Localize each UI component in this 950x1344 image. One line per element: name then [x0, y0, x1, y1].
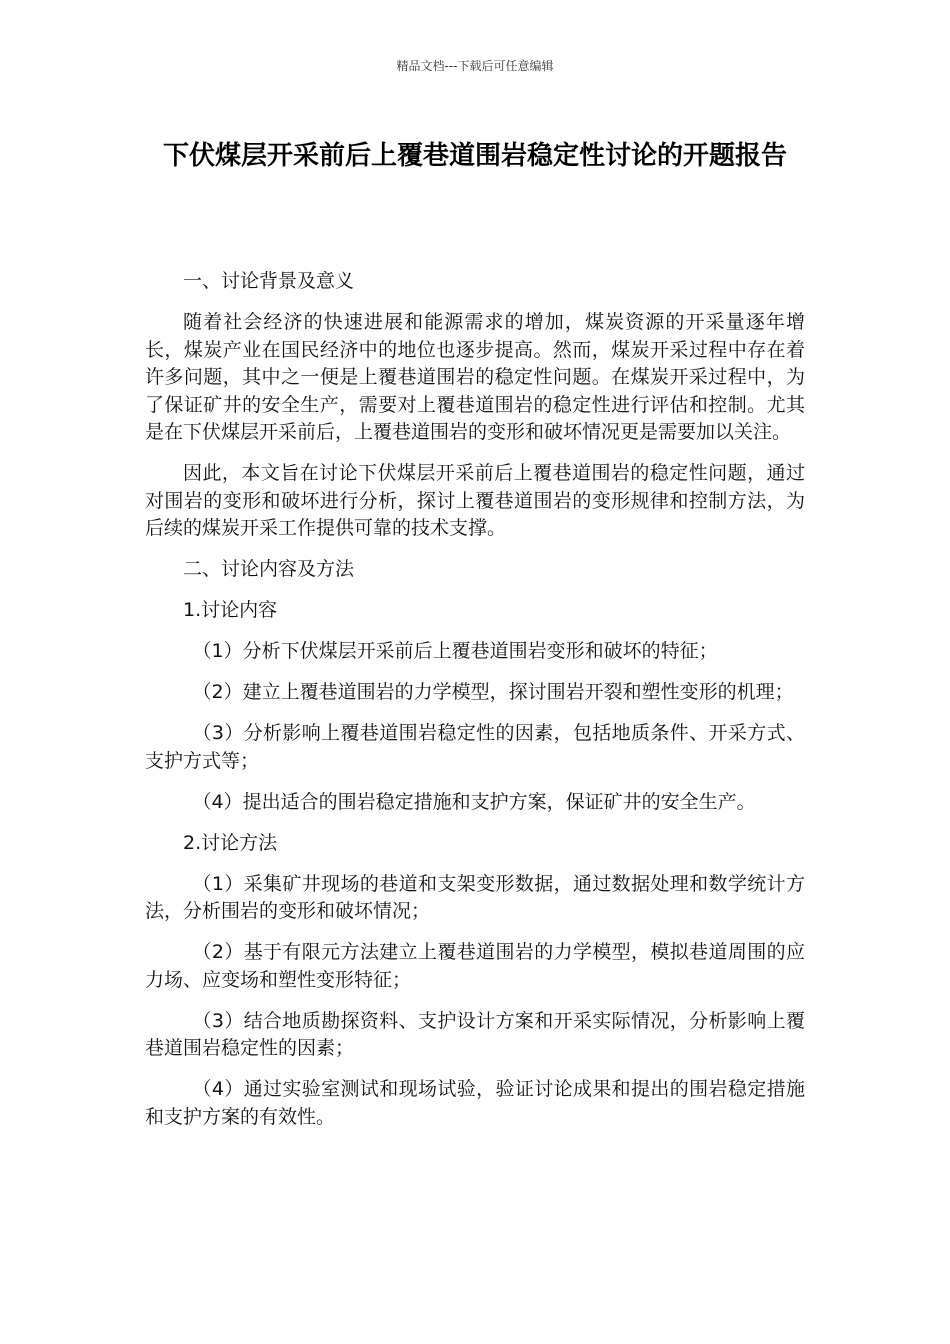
document-body: [145, 268, 805, 1145]
method-item-1: （1）采集矿井现场的巷道和支架变形数据，通过数据处理和数学统计方法，分析围岩的变形和破坏情况；: [145, 872, 805, 922]
method-item-4: （4）通过实验室测试和现场试验，验证讨论成果和提出的围岩稳定措施和支护方案的有效性。: [145, 1078, 805, 1128]
method-item-3: （3）结合地质勘探资料、支护设计方案和开采实际情况，分析影响上覆巷道围岩稳定性的因素；: [145, 1009, 805, 1059]
section-heading-background: 一、讨论背景及意义: [183, 270, 355, 292]
content-item-4: （4）提出适合的围岩稳定措施和支护方案，保证矿井的安全生产。: [192, 790, 756, 813]
method-item-2: （2）基于有限元方法建立上覆巷道围岩的力学模型，模拟巷道周围的应力场、应变场和塑性变形特征；: [145, 941, 805, 991]
document-title: 下伏煤层开采前后上覆巷道围岩稳定性讨论的开题报告: [162, 141, 787, 171]
subheading-method: 2.讨论方法: [183, 831, 278, 854]
section-heading-content-method: 二、讨论内容及方法: [183, 558, 355, 580]
content-item-1: （1）分析下伏煤层开采前后上覆巷道围岩变形和破坏的特征；: [192, 640, 718, 662]
subheading-content: 1.讨论内容: [183, 599, 278, 621]
header-note: 精品文档---下载后可任意编辑: [396, 59, 554, 73]
content-item-3: （3）分析影响上覆巷道围岩稳定性的因素，包括地质条件、开采方式、支护方式等；: [145, 722, 805, 772]
paragraph-background-1: 随着社会经济的快速进展和能源需求的增加，煤炭资源的开采量逐年增长，煤炭产业在国民经济中的地位也逐步提高。然而，煤炭开采过程中存在着许多问题，其中之一便是上覆巷道围岩的稳定性问题。在煤炭开采过程中，为了保证矿井的安全生产，需要对上覆巷道围岩的稳定性进行评估和控制。尤其是在下伏煤层开采前后，上覆巷道围岩的变形和破坏情况更是需要加以关注。: [145, 311, 805, 443]
content-item-2: （2）建立上覆巷道围岩的力学模型，探讨围岩开裂和塑性变形的机理；: [192, 681, 794, 703]
paragraph-background-2: 因此，本文旨在讨论下伏煤层开采前后上覆巷道围岩的稳定性问题，通过对围岩的变形和破坏进行分析，探讨上覆巷道围岩的变形规律和控制方法，为后续的煤炭开采工作提供可靠的技术支撑。: [145, 462, 805, 539]
